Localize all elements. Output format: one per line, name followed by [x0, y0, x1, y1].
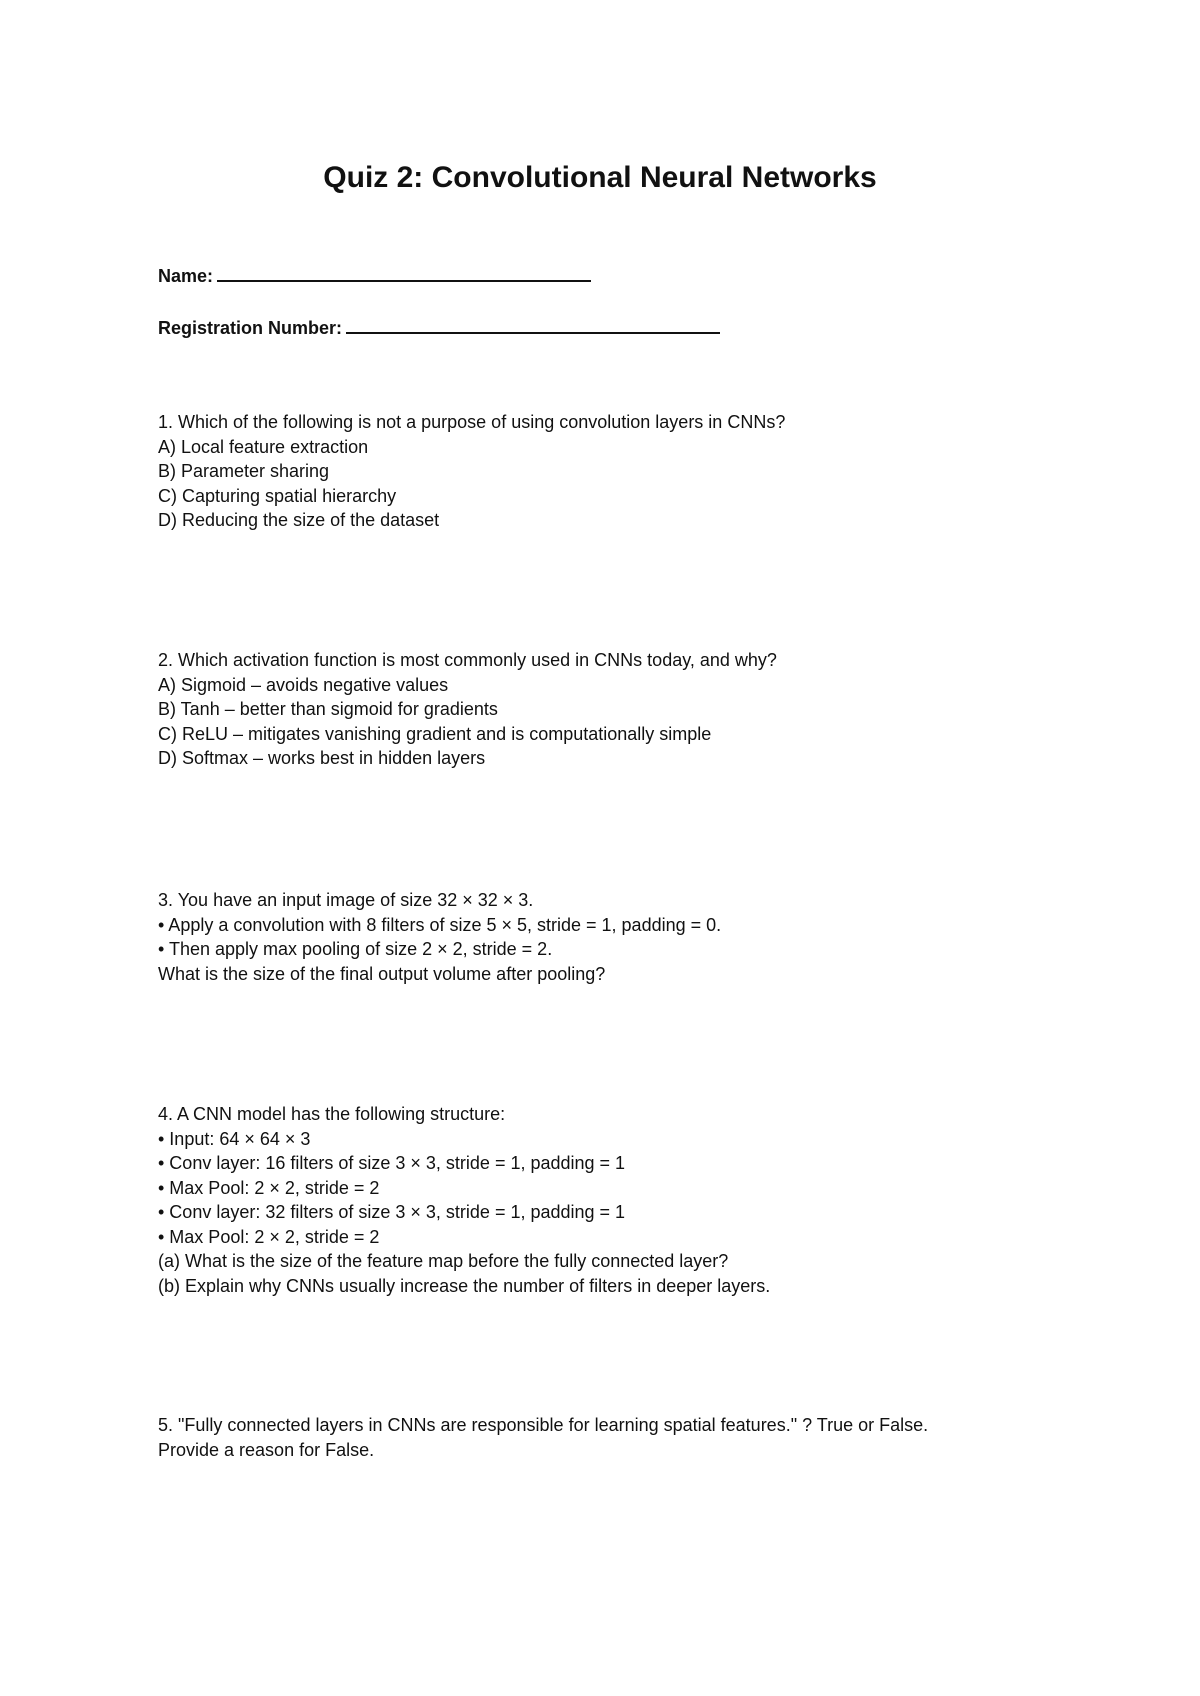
- question-4-conv-2: • Conv layer: 32 filters of size 3 × 3, stride = 1, padding = 1: [158, 1202, 626, 1222]
- question-5-prompt: 5. "Fully connected layers in CNNs are responsible for learning spatial features." ? True or False.: [158, 1415, 929, 1435]
- question-4-input: • Input: 64 × 64 × 3: [158, 1128, 311, 1149]
- question-3-ask: What is the size of the final output volume after pooling?: [158, 963, 606, 984]
- question-5: [158, 1413, 1058, 1462]
- question-1-option-a: A) Local feature extraction: [158, 436, 369, 457]
- question-2-option-c: C) ReLU – mitigates vanishing gradient and is computationally simple: [158, 723, 712, 744]
- question-1-option-c: C) Capturing spatial hierarchy: [158, 485, 397, 506]
- question-2-option-d: D) Softmax – works best in hidden layers: [158, 748, 486, 768]
- question-2-option-a: A) Sigmoid – avoids negative values: [158, 674, 449, 695]
- question-4-part-a: (a) What is the size of the feature map before the fully connected layer?: [158, 1251, 729, 1271]
- name-blank-line[interactable]: [217, 262, 591, 282]
- page-title: Quiz 2: Convolutional Neural Networks: [323, 161, 877, 194]
- question-3-prompt: 3. You have an input image of size 32 × 32 × 3.: [158, 890, 534, 910]
- question-4-prompt: 4. A CNN model has the following structure:: [158, 1104, 506, 1124]
- question-4-part-b: (b) Explain why CNNs usually increase the number of filters in deeper layers.: [158, 1275, 771, 1296]
- question-2-option-b: B) Tanh – better than sigmoid for gradients: [158, 699, 498, 719]
- question-4-conv-1: • Conv layer: 16 filters of size 3 × 3, stride = 1, padding = 1: [158, 1153, 626, 1173]
- question-2-prompt: 2. Which activation function is most commonly used in CNNs today, and why?: [158, 650, 777, 670]
- name-label: Name:: [158, 266, 214, 286]
- question-5-instruction: Provide a reason for False.: [158, 1439, 375, 1460]
- question-1-prompt: 1. Which of the following is not a purpose of using convolution layers in CNNs?: [158, 412, 786, 432]
- question-1: [158, 410, 1058, 533]
- question-3-step-2: • Then apply max pooling of size 2 × 2, stride = 2.: [158, 939, 553, 959]
- question-4: [158, 1102, 1058, 1298]
- question-4-pool-1: • Max Pool: 2 × 2, stride = 2: [158, 1177, 380, 1198]
- question-2: [158, 648, 1058, 771]
- question-1-option-b: B) Parameter sharing: [158, 461, 330, 481]
- registration-number-label: Registration Number:: [158, 318, 343, 338]
- registration-number-field: [158, 314, 720, 339]
- name-field: [158, 262, 591, 287]
- question-4-pool-2: • Max Pool: 2 × 2, stride = 2: [158, 1226, 380, 1247]
- question-3-step-1: • Apply a convolution with 8 filters of size 5 × 5, stride = 1, padding = 0.: [158, 914, 722, 935]
- question-3: [158, 888, 1058, 986]
- registration-number-blank-line[interactable]: [346, 314, 720, 334]
- question-1-option-d: D) Reducing the size of the dataset: [158, 510, 440, 530]
